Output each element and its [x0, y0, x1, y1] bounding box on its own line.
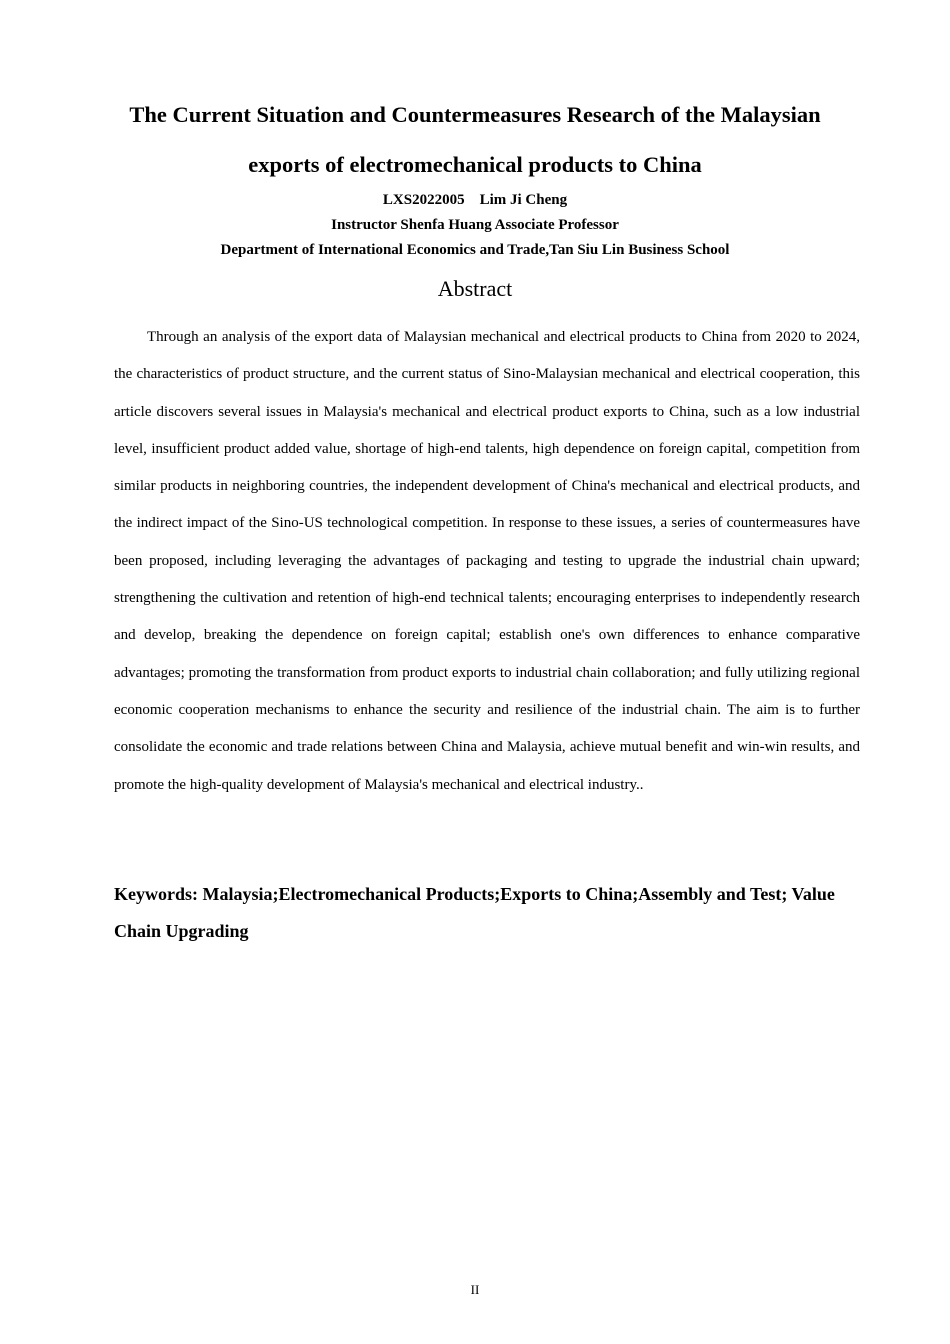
- abstract-body: Through an analysis of the export data of Malaysian mechanical and electrical products to China from 2020 to 2024, the characteristics of product structure, and the current status of Sino-Malaysian mechanical and electrical cooperation, this article discovers several issues in Malaysia's mechanical and electrical product exports to China, such as a low industrial level, insufficient product added value, shortage of high-end talents, high dependence on foreign capital, competition from similar products in neighboring countries, the independent development of China's mechanical and electrical products, and the indirect impact of the Sino-US technological competition. In response to these issues, a series of countermeasures have been proposed, including leveraging the advantages of packaging and testing to upgrade the industrial chain upward; strengthening the cultivation and retention of high-end technical talents; encouraging enterprises to independently research and develop, breaking the dependence on foreign capital; establish one's own differences to enhance comparative advantages; promoting the transformation from product exports to industrial chain collaboration; and fully utilizing regional economic cooperation mechanisms to enhance the security and resilience of the industrial chain. The aim is to further consolidate the economic and trade relations between China and Malaysia, achieve mutual benefit and win-win results, and promote the high-quality development of Malaysia's mechanical and electrical industry..: [114, 329, 860, 793]
- abstract-heading: Abstract: [437, 276, 513, 301]
- department-line: Department of International Economics and Trade,Tan Siu Lin Business School: [220, 242, 730, 258]
- instructor-line: Instructor Shenfa Huang Associate Professor: [331, 217, 619, 233]
- keywords: Keywords: Malaysia;Electromechanical Products;Exports to China;Assembly and Test; Value Chain Upgrading: [114, 884, 835, 941]
- paper-title-line-2: exports of electromechanical products to China: [248, 152, 702, 177]
- author-line: LXS2022005 Lim Ji Cheng: [382, 192, 568, 208]
- paper-title-line-1: The Current Situation and Countermeasures Research of the Malaysian: [129, 102, 821, 127]
- page-number: II: [470, 1282, 480, 1297]
